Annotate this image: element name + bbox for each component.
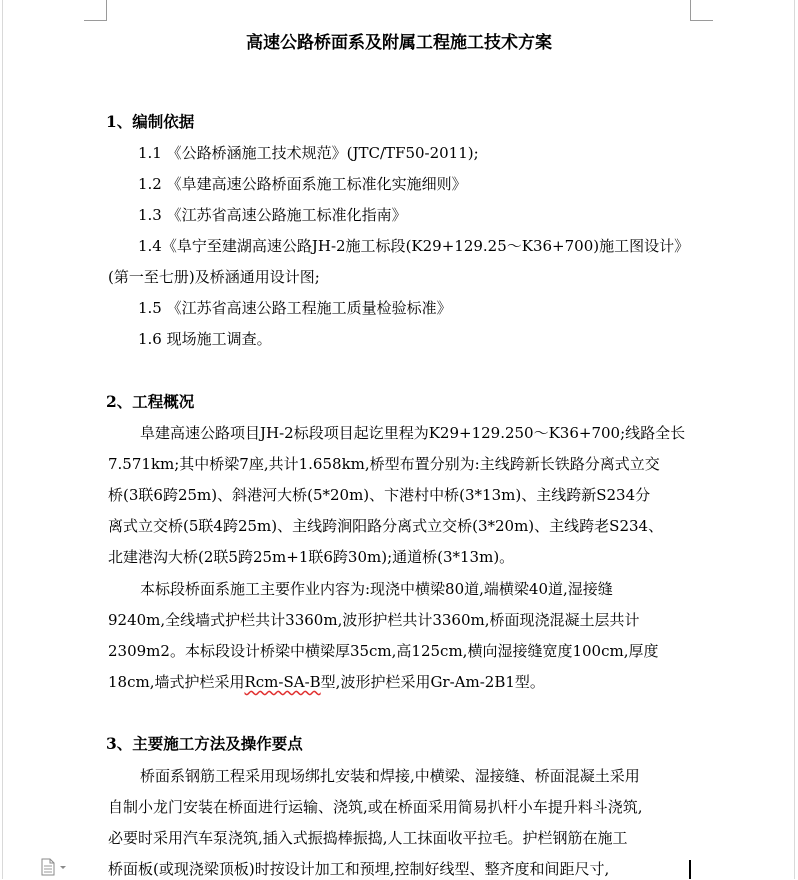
- paragraph-line: 北建港沟大桥(2联5跨25m+1联6跨30m);通道桥(3*13m)。: [108, 548, 515, 566]
- paragraph-line: 1.2 《阜建高速公路桥面系施工标准化实施细则》: [138, 175, 467, 193]
- paragraph-line: (第一至七册)及桥涵通用设计图;: [108, 268, 320, 286]
- paragraph-line: 阜建高速公路项目JH-2标段项目起讫里程为K29+129.250～K36+700;线路全长: [140, 424, 686, 442]
- spellcheck-flagged-text: Rcm-SA-B: [244, 673, 321, 691]
- section-heading: 2、工程概况: [106, 392, 195, 411]
- paragraph-line: 2309m2。本标段设计桥梁中横梁厚35cm,高125cm,横向湿接缝宽度100cm,厚度: [108, 642, 659, 660]
- paragraph-line: 1.3 《江苏省高速公路施工标准化指南》: [138, 206, 407, 224]
- paragraph-line: 本标段桥面系施工主要作业内容为:现浇中横梁80道,端横梁40道,湿接缝: [140, 580, 613, 598]
- document-title: 高速公路桥面系及附属工程施工技术方案: [246, 33, 552, 53]
- margin-corner-top-right: [690, 0, 713, 21]
- paragraph-line: 桥面系钢筋工程采用现场绑扎安装和焊接,中横梁、湿接缝、桥面混凝土采用: [140, 767, 640, 785]
- paragraph-line: 1.4《阜宁至建湖高速公路JH-2施工标段(K29+129.25～K36+700)施工图设计》: [138, 237, 690, 255]
- paragraph-line: 9240m,全线墙式护栏共计3360m,波形护栏共计3360m,桥面现浇混凝土层共计: [108, 611, 640, 629]
- paragraph-line: [108, 671, 545, 693]
- text-run: 18cm,墙式护栏采用: [108, 673, 245, 691]
- paragraph-line: 桥(3联6跨25m)、斜港河大桥(5*20m)、卞港村中桥(3*13m)、主线跨新S234分: [108, 486, 651, 504]
- page-left-edge: [2, 0, 3, 879]
- paragraph-line: 离式立交桥(5联4跨25m)、主线跨涧阳路分离式立交桥(3*20m)、主线跨老S234、: [108, 517, 664, 535]
- paragraph-line: 1.6 现场施工调查。: [138, 330, 272, 348]
- section-heading: 1、编制依据: [106, 112, 195, 131]
- paragraph-line: 1.5 《江苏省高速公路工程施工质量检验标准》: [138, 299, 452, 317]
- paragraph-line: 自制小龙门安装在桥面进行运输、浇筑,或在桥面采用简易扒杆小车提升料斗浇筑,: [108, 798, 643, 816]
- margin-corner-top-left: [84, 0, 107, 21]
- paragraph-line: 桥面板(或现浇梁顶板)时按设计加工和预埋,控制好线型、整齐度和间距尺寸,: [108, 860, 610, 878]
- section-heading: 3、主要施工方法及操作要点: [106, 734, 303, 753]
- paragraph-line: 7.571km;其中桥梁7座,共计1.658km,桥型布置分别为:主线跨新长铁路分离式立交: [108, 455, 660, 473]
- page-right-edge: [794, 0, 795, 879]
- paragraph-line: 必要时采用汽车泵浇筑,插入式振捣棒振捣,人工抹面收平拉毛。护栏钢筋在施工: [108, 829, 628, 847]
- text-cursor: [689, 860, 691, 879]
- paragraph-line: 1.1 《公路桥涵施工技术规范》(JTC/TF50-2011);: [138, 144, 479, 162]
- page-options-icon[interactable]: [40, 858, 70, 876]
- text-run: 型,波形护栏采用Gr-Am-2B1型。: [320, 673, 545, 691]
